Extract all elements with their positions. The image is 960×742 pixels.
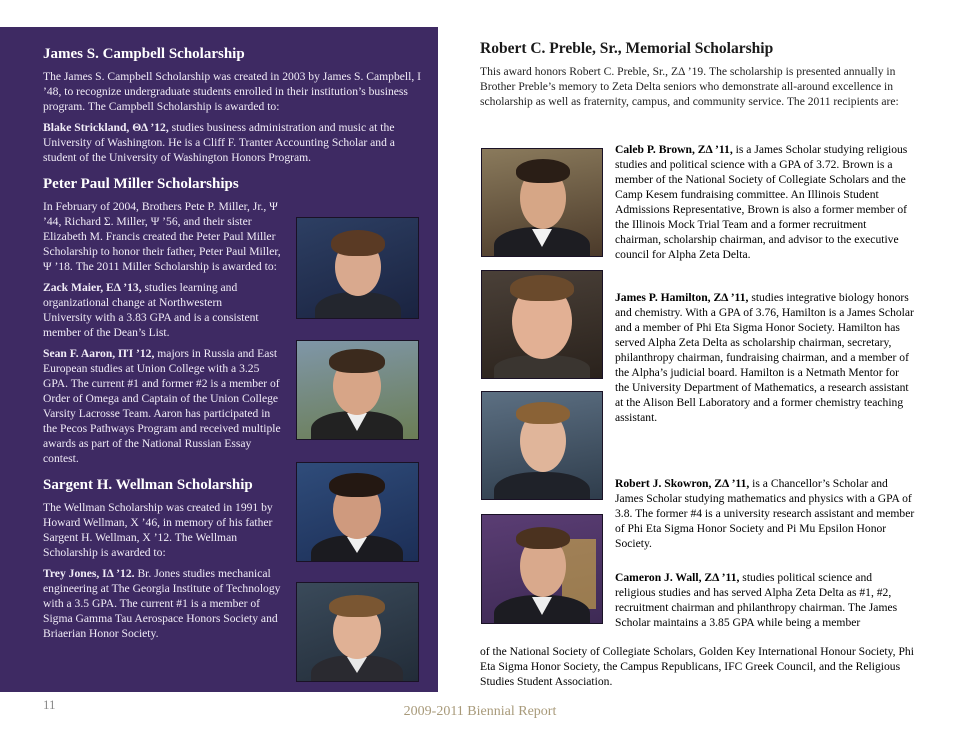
wellman-intro: The Wellman Scholarship was created in 1991 by Howard Wellman, X ’46, in memory of his father Sargent H. Wellman, X ’12. The Wellman Scholarship is awarded to: — [43, 501, 273, 559]
recipient-text: studies integrative biology honors and chemistry. With a GPA of 3.76, Hamilton is a James Scholar and a member of Phi Eta Sigma Honor Society. Hamilton has served Alpha Zeta Delta as scholarship chairman, secretary, philanthropy chairman, fundraising chairman, and a member of the Alpha’s judicial board. Hamilton is a Netmath Mentor for the University Department of Mathematics, a research assistant at the Alison Bell Laboratory and a former chemistry teaching assistant. — [615, 291, 914, 424]
recipient-name: Blake Strickland, ΘΔ ’12, — [43, 121, 169, 134]
right-column — [480, 40, 920, 115]
recipient-name: Zack Maier, EΔ ’13, — [43, 281, 142, 294]
preble-recipient-2 — [615, 290, 915, 425]
photo-cameron-wall — [481, 514, 603, 624]
miller-recipient-2 — [43, 346, 287, 466]
recipient-text: studies learning and organizational change at Northwestern University with a 3.83 GPA and is a consistent member of the Dean’s List. — [43, 281, 259, 339]
preble-intro: This award honors Robert C. Preble, Sr., ZΔ ’19. The scholarship is presented annually in Brother Preble’s memory to Zeta Delta seniors who demonstrate all-around excellence in scholarship as well as fraternity, campus, and community service. The 2011 recipients are: — [480, 65, 899, 108]
recipient-text-cont: of the National Society of Collegiate Scholars, Golden Key International Honour Society, Phi Eta Sigma Honor Society, the Campus Republicans, IFC Greek Council, and the Religious Studies Student Association. — [480, 645, 914, 688]
photo-trey-jones-2 — [296, 582, 419, 682]
photo-james-hamilton — [481, 270, 603, 379]
recipient-name: Sean F. Aaron, ΠΊ ’12, — [43, 347, 155, 360]
preble-title: Robert C. Preble, Sr., Memorial Scholarship — [480, 40, 774, 57]
preble-recipient-3 — [615, 476, 915, 551]
photo-trey-jones-1 — [296, 462, 419, 562]
recipient-text: Br. Jones studies mechanical engineering at The Georgia Institute of Technology with a 3.5 GPA. The current #1 is a member of Sigma Gamma Tau Aerospace Honors Society and Briaerian Honor Society. — [43, 567, 281, 640]
miller-recipient-1 — [43, 280, 271, 340]
campbell-title: James S. Campbell Scholarship — [43, 46, 245, 62]
recipient-name: Robert J. Skowron, ZΔ ’11, — [615, 477, 750, 490]
wellman-title: Sargent H. Wellman Scholarship — [43, 477, 253, 493]
preble-recipient-4 — [615, 570, 915, 630]
preble-recipient-4-continued — [480, 644, 920, 695]
report-footer: 2009-2011 Biennial Report — [403, 704, 557, 719]
recipient-name: Cameron J. Wall, ZΔ ’11, — [615, 571, 740, 584]
preble-recipient-1 — [615, 142, 915, 262]
photo-robert-skowron — [481, 391, 603, 500]
left-panel — [0, 27, 438, 692]
recipient-name: James P. Hamilton, ZΔ ’11, — [615, 291, 749, 304]
recipient-text: majors in Russia and East European studies at Union College with a 3.25 GPA. The current #1 and former #2 is a member of Order of Omega and Captain of the Union College Varsity Lacrosse Team. Aaron has participated in the Pecos Pathways Program and received multiple awards as part of the National Russian Essay contest. — [43, 347, 281, 465]
wellman-recipient — [43, 566, 287, 641]
miller-title: Peter Paul Miller Scholarships — [43, 176, 239, 192]
miller-intro: In February of 2004, Brothers Pete P. Miller, Jr., Ψ ’44, Richard Σ. Miller, Ψ ’56, and their sister Elizabeth M. Francis created the Peter Paul Miller Scholarship to honor their father, Peter Paul Miller, Ψ ’18. The 2011 Miller Scholarship is awarded to: — [43, 200, 281, 273]
photo-sean-aaron — [296, 340, 419, 440]
photo-zack-maier — [296, 217, 419, 319]
recipient-name: Trey Jones, IΔ ’12. — [43, 567, 135, 580]
campbell-recipient — [43, 120, 423, 165]
recipient-text: studies business administration and music at the University of Washington. He is a Cliff F. Tranter Accounting Scholar and a student of the University of Washington Honors Program. — [43, 121, 395, 164]
campbell-intro: The James S. Campbell Scholarship was created in 2003 by James S. Campbell, I ’48, to recognize undergraduate students enrolled in their institution’s business program. The Campbell Scholarship is awarded to: — [43, 70, 422, 113]
campbell-section — [43, 45, 423, 165]
recipient-name: Caleb P. Brown, ZΔ ’11, — [615, 143, 733, 156]
photo-caleb-brown — [481, 148, 603, 257]
recipient-text: is a James Scholar studying religious studies and political science with a GPA of 3.72. Brown is a member of the National Society of Collegiate Scholars and the Camp Kesem fundraising committee. An Illinois Student Admissions Representative, Brown is also a former member of the Illinois Mock Trial Team and a former recruitment chairman, scholarship chairman, and advisor to the executive council for Alpha Zeta Delta. — [615, 143, 908, 261]
recipient-text: is a Chancellor’s Scholar and James Scholar studying mathematics and physics with a GPA of 3.8. The former #4 is a university research assistant and member of Phi Eta Sigma Honor Society and Pi Mu Epsilon Honor Society. — [615, 477, 915, 550]
page-number: 11 — [43, 697, 56, 712]
recipient-text: studies political science and religious studies and has served Alpha Zeta Delta as #1, #2, recruitment chairman and philanthropy chairman. The James Scholar maintains a 3.85 GPA while being a member — [615, 571, 898, 629]
